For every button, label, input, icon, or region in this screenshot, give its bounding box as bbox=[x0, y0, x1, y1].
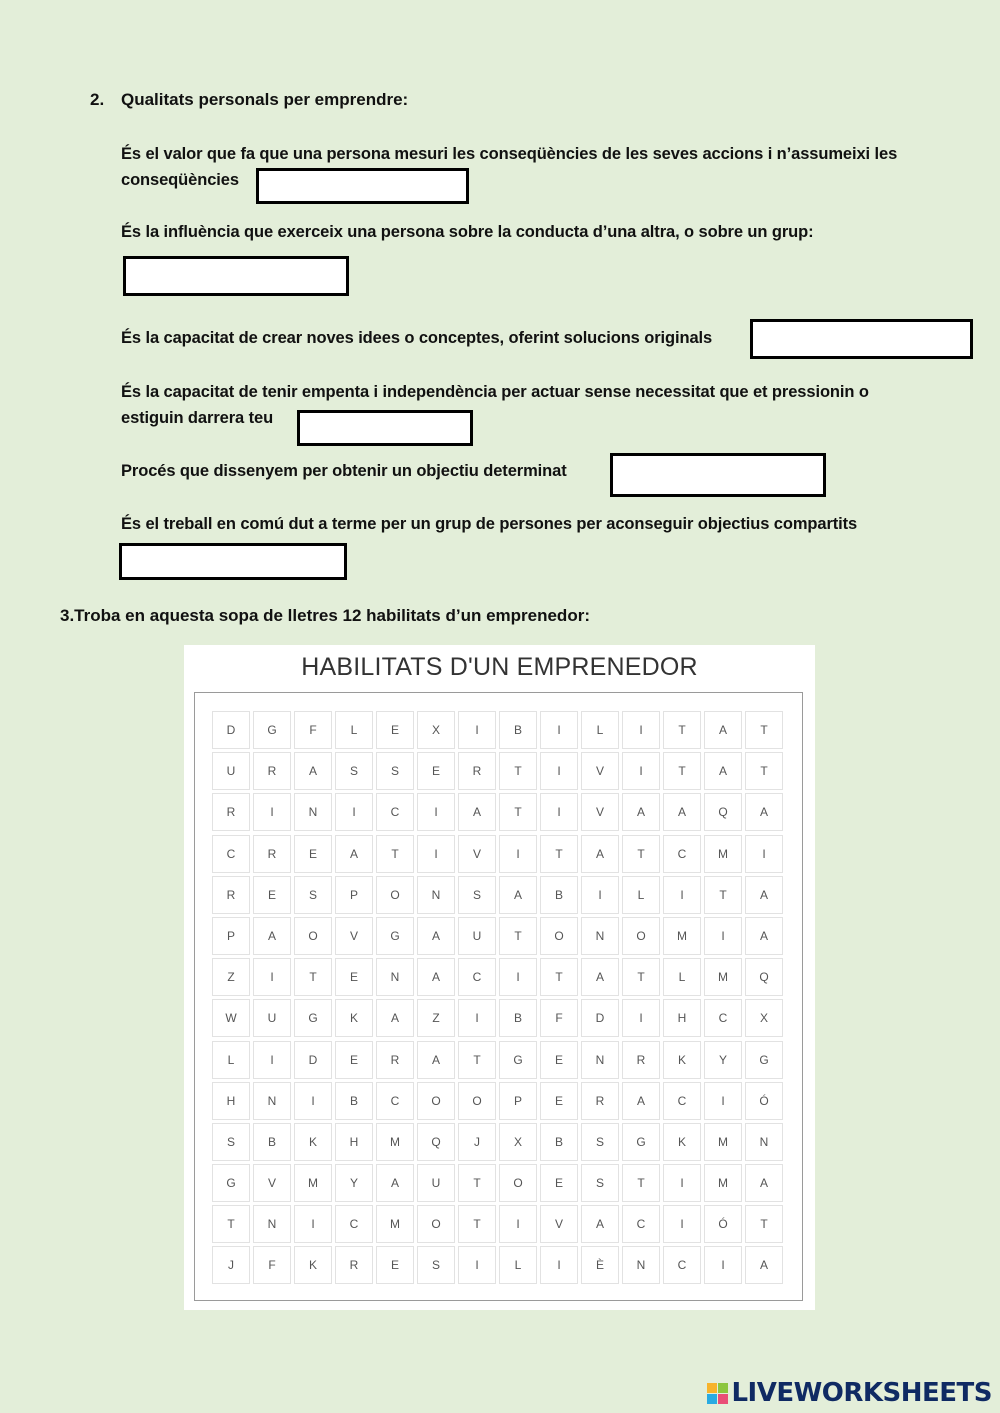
letter-cell[interactable]: A bbox=[622, 793, 660, 831]
puzzle-title: HABILITATS D'UN EMPRENEDOR bbox=[301, 653, 698, 681]
letter-cell[interactable]: O bbox=[417, 1205, 455, 1243]
letter-cell[interactable]: A bbox=[417, 1041, 455, 1079]
letter-cell[interactable]: Y bbox=[335, 1164, 373, 1202]
letter-cell[interactable]: O bbox=[376, 876, 414, 914]
letter-cell[interactable]: K bbox=[663, 1123, 701, 1161]
letter-cell[interactable]: E bbox=[376, 1246, 414, 1284]
letter-cell[interactable]: L bbox=[335, 711, 373, 749]
letter-cell[interactable]: I bbox=[253, 958, 291, 996]
letter-cell[interactable]: I bbox=[663, 1205, 701, 1243]
logo-square bbox=[718, 1383, 728, 1393]
letter-cell[interactable]: E bbox=[540, 1082, 578, 1120]
letter-cell[interactable]: I bbox=[417, 835, 455, 873]
letter-cell[interactable]: M bbox=[704, 1164, 742, 1202]
letter-cell[interactable]: H bbox=[335, 1123, 373, 1161]
letter-cell[interactable]: P bbox=[499, 1082, 537, 1120]
letter-cell[interactable]: I bbox=[540, 1246, 578, 1284]
letter-cell[interactable]: K bbox=[294, 1123, 332, 1161]
letter-cell[interactable]: R bbox=[253, 752, 291, 790]
letter-cell[interactable]: E bbox=[335, 958, 373, 996]
question-2-title: Qualitats personals per emprendre: bbox=[121, 90, 409, 109]
letter-cell[interactable]: A bbox=[745, 876, 783, 914]
letter-cell[interactable]: V bbox=[253, 1164, 291, 1202]
answer-input-1[interactable] bbox=[256, 168, 469, 204]
letter-cell[interactable]: T bbox=[499, 752, 537, 790]
letter-cell[interactable]: R bbox=[212, 876, 250, 914]
letter-cell[interactable]: D bbox=[581, 999, 619, 1037]
letter-cell[interactable]: P bbox=[212, 917, 250, 955]
letter-cell[interactable]: I bbox=[417, 793, 455, 831]
letter-cell[interactable]: I bbox=[540, 793, 578, 831]
letter-cell[interactable]: G bbox=[622, 1123, 660, 1161]
letter-cell[interactable]: G bbox=[499, 1041, 537, 1079]
letter-cell[interactable]: Ó bbox=[704, 1205, 742, 1243]
letter-cell[interactable]: T bbox=[745, 752, 783, 790]
logo-icon bbox=[707, 1383, 728, 1404]
question-3-title: 3.Troba en aquesta sopa de lletres 12 habilitats d’un emprenedor: bbox=[60, 606, 590, 625]
letter-cell[interactable]: M bbox=[376, 1123, 414, 1161]
letter-cell[interactable]: C bbox=[376, 1082, 414, 1120]
letter-cell[interactable]: E bbox=[335, 1041, 373, 1079]
letter-cell[interactable]: A bbox=[458, 793, 496, 831]
letter-cell[interactable]: I bbox=[458, 711, 496, 749]
letter-cell[interactable]: T bbox=[622, 1164, 660, 1202]
letter-cell[interactable]: I bbox=[253, 793, 291, 831]
letter-cell[interactable]: D bbox=[212, 711, 250, 749]
letter-cell[interactable]: O bbox=[294, 917, 332, 955]
letter-cell[interactable]: T bbox=[704, 876, 742, 914]
letter-cell[interactable]: R bbox=[376, 1041, 414, 1079]
logo-square bbox=[707, 1394, 717, 1404]
item-5-text: Procés que dissenyem per obtenir un objectiu determinat bbox=[121, 462, 567, 480]
letter-cell[interactable]: G bbox=[376, 917, 414, 955]
letter-cell[interactable]: B bbox=[335, 1082, 373, 1120]
letter-cell[interactable]: A bbox=[581, 835, 619, 873]
letter-cell[interactable]: J bbox=[212, 1246, 250, 1284]
letter-cell[interactable]: H bbox=[663, 999, 701, 1037]
letter-cell[interactable]: F bbox=[294, 711, 332, 749]
letter-cell[interactable]: X bbox=[499, 1123, 537, 1161]
letter-cell[interactable]: M bbox=[376, 1205, 414, 1243]
letter-cell[interactable]: R bbox=[253, 835, 291, 873]
logo-square bbox=[707, 1383, 717, 1393]
letter-cell[interactable]: R bbox=[335, 1246, 373, 1284]
letter-cell[interactable]: N bbox=[622, 1246, 660, 1284]
letter-cell[interactable]: T bbox=[622, 958, 660, 996]
letter-cell[interactable]: T bbox=[458, 1164, 496, 1202]
letter-cell[interactable]: F bbox=[540, 999, 578, 1037]
letter-cell[interactable]: R bbox=[622, 1041, 660, 1079]
item-2-text: És la influència que exerceix una persona sobre la conducta d’una altra, o sobre un grup: bbox=[121, 223, 814, 241]
letter-cell[interactable]: M bbox=[663, 917, 701, 955]
letter-cell[interactable]: N bbox=[253, 1082, 291, 1120]
letter-cell[interactable]: T bbox=[458, 1041, 496, 1079]
letter-cell[interactable]: T bbox=[540, 958, 578, 996]
letter-cell[interactable]: T bbox=[294, 958, 332, 996]
letter-cell[interactable]: I bbox=[458, 999, 496, 1037]
letter-cell[interactable]: T bbox=[663, 752, 701, 790]
letter-cell[interactable]: I bbox=[294, 1082, 332, 1120]
letter-cell[interactable]: E bbox=[294, 835, 332, 873]
letter-cell[interactable]: I bbox=[663, 876, 701, 914]
letter-cell[interactable]: A bbox=[581, 958, 619, 996]
item-4-line-2: estiguin darrera teu bbox=[121, 409, 274, 427]
letter-cell[interactable]: A bbox=[704, 711, 742, 749]
letter-cell[interactable]: B bbox=[540, 1123, 578, 1161]
letter-cell[interactable]: T bbox=[745, 1205, 783, 1243]
letter-cell[interactable]: A bbox=[417, 917, 455, 955]
letter-cell[interactable]: S bbox=[417, 1246, 455, 1284]
letter-cell[interactable]: S bbox=[458, 876, 496, 914]
letter-cell[interactable]: V bbox=[581, 793, 619, 831]
letter-cell[interactable]: T bbox=[458, 1205, 496, 1243]
letter-cell[interactable]: O bbox=[540, 917, 578, 955]
letter-cell[interactable]: A bbox=[581, 1205, 619, 1243]
letter-cell[interactable]: S bbox=[581, 1164, 619, 1202]
letter-cell[interactable]: V bbox=[540, 1205, 578, 1243]
letter-cell[interactable]: R bbox=[581, 1082, 619, 1120]
letter-cell[interactable]: I bbox=[704, 1082, 742, 1120]
letter-cell[interactable]: O bbox=[499, 1164, 537, 1202]
letter-cell[interactable]: V bbox=[581, 752, 619, 790]
letter-cell[interactable]: I bbox=[499, 835, 537, 873]
letter-cell[interactable]: S bbox=[376, 752, 414, 790]
letter-cell[interactable]: Q bbox=[417, 1123, 455, 1161]
letter-cell[interactable]: I bbox=[540, 752, 578, 790]
letter-cell[interactable]: N bbox=[253, 1205, 291, 1243]
letter-cell[interactable]: I bbox=[663, 1164, 701, 1202]
letter-cell[interactable]: A bbox=[745, 1246, 783, 1284]
letter-cell[interactable]: T bbox=[540, 835, 578, 873]
letter-cell[interactable]: O bbox=[458, 1082, 496, 1120]
letter-cell[interactable]: E bbox=[417, 752, 455, 790]
letter-cell[interactable]: G bbox=[745, 1041, 783, 1079]
letter-cell[interactable]: B bbox=[253, 1123, 291, 1161]
letter-cell[interactable]: N bbox=[376, 958, 414, 996]
letter-cell[interactable]: I bbox=[622, 711, 660, 749]
letter-cell[interactable]: C bbox=[704, 999, 742, 1037]
letter-cell[interactable]: A bbox=[663, 793, 701, 831]
letter-cell[interactable]: G bbox=[294, 999, 332, 1037]
letter-cell[interactable]: E bbox=[540, 1041, 578, 1079]
item-6-text: És el treball en comú dut a terme per un grup de persones per aconseguir objectius compartits bbox=[121, 515, 858, 533]
letter-cell[interactable]: M bbox=[704, 1123, 742, 1161]
letter-cell[interactable]: R bbox=[212, 793, 250, 831]
letter-cell[interactable]: A bbox=[376, 999, 414, 1037]
letter-cell[interactable]: E bbox=[540, 1164, 578, 1202]
letter-cell[interactable]: C bbox=[212, 835, 250, 873]
letter-cell[interactable]: B bbox=[499, 711, 537, 749]
letter-cell[interactable]: K bbox=[663, 1041, 701, 1079]
letter-cell[interactable]: X bbox=[745, 999, 783, 1037]
letter-cell[interactable]: E bbox=[253, 876, 291, 914]
letter-cell[interactable]: H bbox=[212, 1082, 250, 1120]
letter-cell[interactable]: K bbox=[294, 1246, 332, 1284]
letter-cell[interactable]: J bbox=[458, 1123, 496, 1161]
letter-cell[interactable]: I bbox=[335, 793, 373, 831]
letter-cell[interactable]: G bbox=[212, 1164, 250, 1202]
answer-input-5[interactable] bbox=[610, 453, 826, 497]
letter-cell[interactable]: A bbox=[253, 917, 291, 955]
letter-cell[interactable]: C bbox=[376, 793, 414, 831]
letter-cell[interactable]: C bbox=[335, 1205, 373, 1243]
letter-cell[interactable]: M bbox=[294, 1164, 332, 1202]
letter-cell[interactable]: L bbox=[622, 876, 660, 914]
answer-input-6[interactable] bbox=[119, 543, 347, 580]
letter-cell[interactable]: L bbox=[581, 711, 619, 749]
question-2-number: 2. bbox=[90, 90, 105, 109]
letter-cell[interactable]: A bbox=[376, 1164, 414, 1202]
letter-cell[interactable]: E bbox=[376, 711, 414, 749]
letter-cell[interactable]: C bbox=[663, 835, 701, 873]
answer-input-3[interactable] bbox=[750, 319, 973, 359]
letter-cell[interactable]: W bbox=[212, 999, 250, 1037]
letter-cell[interactable]: T bbox=[745, 711, 783, 749]
letter-cell[interactable]: Z bbox=[212, 958, 250, 996]
letter-cell[interactable]: I bbox=[499, 1205, 537, 1243]
liveworksheets-logo bbox=[707, 1376, 992, 1410]
letter-cell[interactable]: T bbox=[376, 835, 414, 873]
letter-cell[interactable]: S bbox=[212, 1123, 250, 1161]
letter-cell[interactable]: A bbox=[499, 876, 537, 914]
letter-cell[interactable]: M bbox=[704, 835, 742, 873]
letter-cell[interactable]: È bbox=[581, 1246, 619, 1284]
item-3-text: És la capacitat de crear noves idees o conceptes, oferint solucions originals bbox=[121, 329, 713, 347]
letter-cell[interactable]: L bbox=[499, 1246, 537, 1284]
letter-cell[interactable]: G bbox=[253, 711, 291, 749]
letter-cell[interactable]: I bbox=[253, 1041, 291, 1079]
letter-cell[interactable]: U bbox=[253, 999, 291, 1037]
letter-cell[interactable]: L bbox=[212, 1041, 250, 1079]
letter-cell[interactable]: C bbox=[458, 958, 496, 996]
letter-cell[interactable]: A bbox=[745, 793, 783, 831]
letter-cell[interactable]: I bbox=[581, 876, 619, 914]
letter-cell[interactable]: A bbox=[294, 752, 332, 790]
letter-cell[interactable]: A bbox=[417, 958, 455, 996]
letter-cell[interactable]: Z bbox=[417, 999, 455, 1037]
letter-cell[interactable]: I bbox=[499, 958, 537, 996]
letter-cell[interactable]: Ó bbox=[745, 1082, 783, 1120]
letter-cell[interactable]: V bbox=[458, 835, 496, 873]
letter-cell[interactable]: A bbox=[335, 835, 373, 873]
letter-cell[interactable]: N bbox=[745, 1123, 783, 1161]
letter-cell[interactable]: U bbox=[212, 752, 250, 790]
letter-cell[interactable]: I bbox=[540, 711, 578, 749]
letter-cell[interactable]: C bbox=[622, 1205, 660, 1243]
letter-cell[interactable]: N bbox=[581, 917, 619, 955]
letter-cell[interactable]: T bbox=[622, 835, 660, 873]
letter-cell[interactable]: I bbox=[704, 917, 742, 955]
answer-input-4[interactable] bbox=[297, 410, 473, 446]
letter-cell[interactable]: K bbox=[335, 999, 373, 1037]
letter-cell[interactable]: U bbox=[417, 1164, 455, 1202]
letter-cell[interactable]: T bbox=[499, 917, 537, 955]
letter-cell[interactable]: Q bbox=[745, 958, 783, 996]
letter-cell[interactable]: O bbox=[417, 1082, 455, 1120]
letter-cell[interactable]: L bbox=[663, 958, 701, 996]
letter-cell[interactable]: S bbox=[581, 1123, 619, 1161]
letter-cell[interactable]: N bbox=[294, 793, 332, 831]
letter-cell[interactable]: N bbox=[417, 876, 455, 914]
logo-square bbox=[718, 1394, 728, 1404]
letter-cell[interactable]: P bbox=[335, 876, 373, 914]
letter-cell[interactable]: B bbox=[540, 876, 578, 914]
letter-cell[interactable]: M bbox=[704, 958, 742, 996]
letter-cell[interactable]: I bbox=[622, 999, 660, 1037]
letter-cell[interactable]: X bbox=[417, 711, 455, 749]
letter-cell[interactable]: C bbox=[663, 1082, 701, 1120]
letter-cell[interactable]: U bbox=[458, 917, 496, 955]
letter-cell[interactable]: A bbox=[745, 917, 783, 955]
word-search-puzzle bbox=[184, 645, 815, 1310]
letter-cell[interactable]: I bbox=[294, 1205, 332, 1243]
letter-cell[interactable]: V bbox=[335, 917, 373, 955]
brand-name: LIVEWORKSHEETS bbox=[731, 1378, 992, 1408]
letter-cell[interactable]: T bbox=[212, 1205, 250, 1243]
letter-cell[interactable]: A bbox=[622, 1082, 660, 1120]
letter-cell[interactable]: D bbox=[294, 1041, 332, 1079]
letter-cell[interactable]: C bbox=[663, 1246, 701, 1284]
letter-cell[interactable]: N bbox=[581, 1041, 619, 1079]
letter-cell[interactable]: O bbox=[622, 917, 660, 955]
letter-cell[interactable]: T bbox=[663, 711, 701, 749]
letter-cell[interactable]: F bbox=[253, 1246, 291, 1284]
letter-cell[interactable]: T bbox=[499, 793, 537, 831]
letter-cell[interactable]: Y bbox=[704, 1041, 742, 1079]
letter-cell[interactable]: B bbox=[499, 999, 537, 1037]
item-1-line-1: És el valor que fa que una persona mesuri les conseqüències de les seves accions i n’assumeixi les bbox=[121, 145, 898, 163]
letter-cell[interactable]: A bbox=[745, 1164, 783, 1202]
letter-cell[interactable]: Q bbox=[704, 793, 742, 831]
letter-cell[interactable]: S bbox=[294, 876, 332, 914]
letter-cell[interactable]: R bbox=[458, 752, 496, 790]
letter-grid bbox=[212, 711, 783, 1284]
letter-cell[interactable]: I bbox=[622, 752, 660, 790]
letter-cell[interactable]: I bbox=[458, 1246, 496, 1284]
letter-cell[interactable]: A bbox=[704, 752, 742, 790]
letter-cell[interactable]: I bbox=[745, 835, 783, 873]
answer-input-2[interactable] bbox=[123, 256, 349, 296]
item-1-line-2: conseqüències bbox=[121, 171, 239, 189]
letter-cell[interactable]: S bbox=[335, 752, 373, 790]
item-4-line-1: És la capacitat de tenir empenta i independència per actuar sense necessitat que et pressionin o bbox=[121, 383, 869, 401]
letter-cell[interactable]: I bbox=[704, 1246, 742, 1284]
